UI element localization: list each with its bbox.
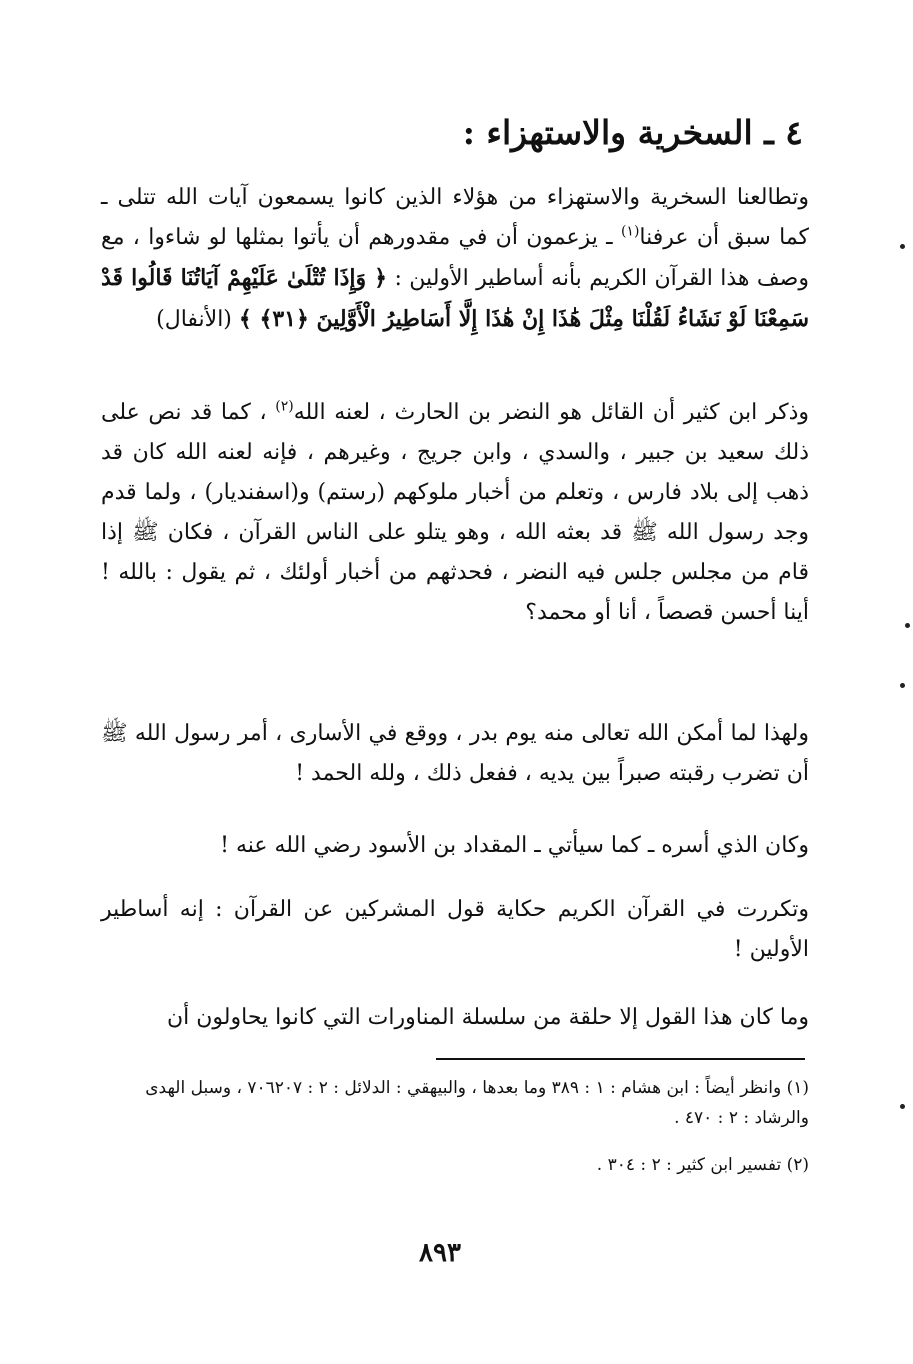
scan-speck: [900, 244, 905, 249]
paragraph-2-text-before: وذكر ابن كثير أن القائل هو النضر بن الحارث ، لعنه الله: [293, 400, 809, 425]
scan-speck: [900, 1104, 905, 1109]
paragraph-1-text-before: وتطالعنا السخرية والاستهزاء من هؤلاء الذين كانوا يسمعون آيات الله تتلى ـ كما سبق أن عرفنا: [101, 185, 810, 250]
paragraph-5: وتكررت في القرآن الكريم حكاية قول المشركين عن القرآن : إنه أساطير الأولين !: [101, 897, 809, 962]
scan-speck: [900, 683, 905, 688]
paragraph-2: [101, 393, 809, 683]
paragraph-1-text-after: ـ يزعمون أن في مقدورهم أن يأتوا بمثلها لو شاءوا ، مع وصف هذا القرآن الكريم بأنه أساطير الأولين :: [101, 225, 809, 291]
footnote-2: (٢) تفسير ابن كثير : ٢ : ٣٠٤ .: [596, 1155, 809, 1175]
paragraph-6: وما كان هذا القول إلا حلقة من سلسلة المناورات التي كانوا يحاولون أن: [167, 1005, 809, 1030]
scan-speck: [905, 623, 910, 628]
footnote-ref-1: (١): [620, 223, 640, 240]
paragraph-2-text-after: ، كما قد نص على ذلك سعيد بن جبير ، والسدي ، وابن جريج ، وغيرهم ، فإنه لعنه الله كان قد ذهب إلى بلاد فارس ، وتعلم من أخبار ملوكهم (رستم) و(اسفنديار) ، ولما قدم وجد رسول الله ﷺ قد بعثه الله ، وهو يتلو على الناس القرآن ، فكان ﷺ إذا قام من مجلس جلس فيه النضر ، فحدثهم من أخبار أولئك ، ثم يقول : بالله ! أينا أحسن قصصاً ، أنا أو محمد؟: [101, 400, 809, 625]
verse-citation: (الأنفال): [156, 307, 239, 332]
quran-verse: ﴿ وَإِذَا تُتْلَىٰ عَلَيْهِمْ آيَاتُنَا قَالُوا قَدْ سَمِعْنَا لَوْ نَشَاءُ لَقُلْنَا مِثْلَ هَٰذَا إِنْ هَٰذَا إِلَّا أَسَاطِيرُ الْأَوَّلِينَ ﴿٣١﴾ ﴾: [101, 265, 809, 332]
footnote-1: (١) وانظر أيضاً : ابن هشام : ١ : ٣٨٩ وما بعدها ، والبيهقي : الدلائل : ٢ : ٧٠٦٢٠٧ ، وسبل الهدى والرشاد : ٢ : ٤٧٠ .: [145, 1078, 809, 1128]
footnote-divider: [436, 1058, 805, 1060]
paragraph-1: [101, 178, 809, 378]
paragraph-4: وكان الذي أسره ـ كما سيأتي ـ المقداد بن الأسود رضي الله عنه !: [220, 833, 809, 858]
paragraph-3: ولهذا لما أمكن الله تعالى منه يوم بدر ، ووقع في الأسارى ، أمر رسول الله ﷺ أن تضرب رقبته صبراً بين يديه ، ففعل ذلك ، ولله الحمد !: [101, 721, 809, 786]
section-heading: ٤ ـ السخرية والاستهزاء :: [462, 113, 803, 152]
footnote-ref-2: (٢): [275, 398, 294, 415]
page-number: ٨٩٣: [419, 1238, 461, 1268]
